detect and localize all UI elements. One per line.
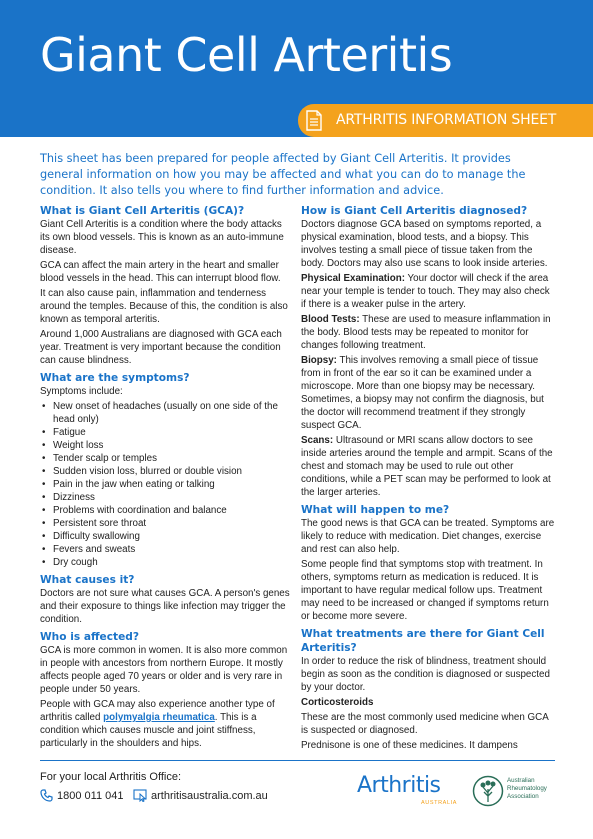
section-heading: What treatments are there for Giant Cell Arteritis?: [301, 628, 545, 654]
term-label: Physical Examination:: [301, 273, 405, 284]
text-run: People with GCA may also experience another type of arthritis called: [40, 699, 275, 723]
paragraph: Around 1,000 Australians are diagnosed with GCA each year. Treatment is very important because the condition can cause blindness.: [40, 329, 282, 366]
website-url: arthritisaustralia.com.au: [151, 790, 268, 802]
list-item: • New onset of headaches (usually on one side of the head only): [40, 400, 294, 426]
paragraph: GCA can affect the main artery in the heart and smaller blood vessels in the head. This can interrupt blood flow.: [40, 260, 281, 284]
phone-number: 1800 011 041: [57, 790, 124, 802]
text-run: . This is a condition which causes muscle and joint stiffness, particularly in the shoulders and hips.: [40, 712, 257, 749]
left-column: [40, 204, 294, 752]
symptom-list: [40, 400, 294, 569]
page-title: Giant Cell Arteritis: [40, 28, 453, 82]
list-item: • Weight loss: [40, 439, 294, 452]
list-item: • Persistent sore throat: [40, 517, 294, 530]
intro-paragraph: This sheet has been prepared for people affected by Giant Cell Arteritis. It provides general information on how you may be affected and what you can do to manage the condition. It also tells you where to find further information and advice.: [40, 152, 526, 197]
ara-logo: [472, 773, 562, 809]
right-column: [301, 204, 555, 754]
section-heading: What are the symptoms?: [40, 372, 190, 384]
logo-wordmark: Arthritis: [357, 773, 441, 798]
subheading: [301, 696, 555, 709]
text-run: Your doctor will check if the area near your temple is tender to touch. They may also check if there is a weaker pulse in the artery.: [301, 273, 550, 310]
tree-emblem-icon: [472, 775, 504, 807]
list-item: • Tender scalp or temples: [40, 452, 294, 465]
footer-website[interactable]: [133, 789, 268, 802]
paragraph: [40, 698, 294, 750]
section-heading: What causes it?: [40, 574, 135, 586]
cursor-icon: [133, 789, 147, 802]
paragraph: These are the most commonly used medicine when GCA is suspected or diagnosed.: [301, 712, 549, 736]
paragraph: Doctors diagnose GCA based on symptoms reported, a physical examination, blood tests, and a biopsy. This involves testing a small piece of tissue taken from the body. Doctors may also use scans to look inside arteries.: [301, 219, 548, 269]
section-heading: What will happen to me?: [301, 504, 450, 516]
header-band: [0, 0, 593, 137]
document-icon: [306, 110, 322, 131]
list-item: • Difficulty swallowing: [40, 530, 294, 543]
term-label: Scans:: [301, 435, 334, 446]
paragraph: [301, 272, 555, 311]
subheading-text: Corticosteroids: [301, 697, 374, 708]
logo-subtext: AUSTRALIA: [421, 800, 457, 806]
term-label: Blood Tests:: [301, 314, 360, 325]
arthritis-australia-logo: [357, 773, 459, 809]
section-heading: How is Giant Cell Arteritis diagnosed?: [301, 205, 528, 217]
section-heading: Who is affected?: [40, 631, 139, 643]
paragraph: The good news is that GCA can be treated. Symptoms are likely to reduce with medication. Diet changes, exercise and rest can also help.: [301, 518, 555, 555]
paragraph: GCA is more common in women. It is also more common in people with ancestors from northern Europe. It mostly affects people aged 70 years or older and is very rare in people under 50 years.: [40, 645, 288, 695]
paragraph: Symptoms include:: [40, 386, 123, 397]
text-run: This involves removing a small piece of tissue from in front of the ear so it can be examined under a microscope. More than one biopsy may be necessary. Sometimes, a biopsy may not confirm the diagnosis, but the doctor will recommend treatment if they strongly suspect GCA.: [301, 355, 544, 431]
list-item: • Sudden vision loss, blurred or double vision: [40, 465, 294, 478]
paragraph: Giant Cell Arteritis is a condition where the body attacks its own blood vessels. This is known as an auto-immune disease.: [40, 219, 284, 256]
info-sheet-banner: [298, 104, 593, 137]
phone-icon: [40, 789, 53, 802]
paragraph: In order to reduce the risk of blindness, treatment should begin as soon as the condition is diagnosed or suspected by your doctor.: [301, 656, 550, 693]
footer-phone[interactable]: [40, 789, 123, 802]
list-item: • Dry cough: [40, 556, 294, 569]
paragraph: [301, 434, 555, 499]
list-item: • Fatigue: [40, 426, 294, 439]
banner-label: ARTHRITIS INFORMATION SHEET: [336, 112, 557, 128]
paragraph: Doctors are not sure what causes GCA. A person's genes and their exposure to things like infection may trigger the condition.: [40, 588, 290, 625]
list-item: • Dizziness: [40, 491, 294, 504]
list-item: • Problems with coordination and balance: [40, 504, 294, 517]
footer-title: For your local Arthritis Office:: [40, 771, 182, 783]
polymyalgia-link[interactable]: polymyalgia rheumatica: [103, 712, 215, 723]
footer-divider: [40, 760, 555, 761]
ara-name: Australian Rheumatology Association: [507, 777, 547, 800]
paragraph: Some people find that symptoms stop with treatment. In others, symptoms return as medication is reduced. It is important to have regular medical follow ups. Treatment may need to be increased or changed if symptoms return or become more severe.: [301, 559, 549, 622]
text-run: These are used to measure inflammation in the body. Blood tests may be repeated to monitor for changes following treatment.: [301, 314, 551, 351]
paragraph: [301, 354, 555, 432]
term-label: Biopsy:: [301, 355, 337, 366]
list-item: • Pain in the jaw when eating or talking: [40, 478, 294, 491]
paragraph: Prednisone is one of these medicines. It dampens: [301, 740, 518, 751]
section-heading: What is Giant Cell Arteritis (GCA)?: [40, 205, 245, 217]
paragraph: [301, 313, 555, 352]
text-run: Ultrasound or MRI scans allow doctors to see inside arteries around the temple and armpit. Scans of the chest and stomach may be used to rule out other conditions, while a PET scan may be performed to look at the larger arteries.: [301, 435, 553, 498]
list-item: • Fevers and sweats: [40, 543, 294, 556]
paragraph: It can also cause pain, inflammation and tenderness around the temples. Because of this, the condition is also known as temporal arteritis.: [40, 288, 288, 325]
